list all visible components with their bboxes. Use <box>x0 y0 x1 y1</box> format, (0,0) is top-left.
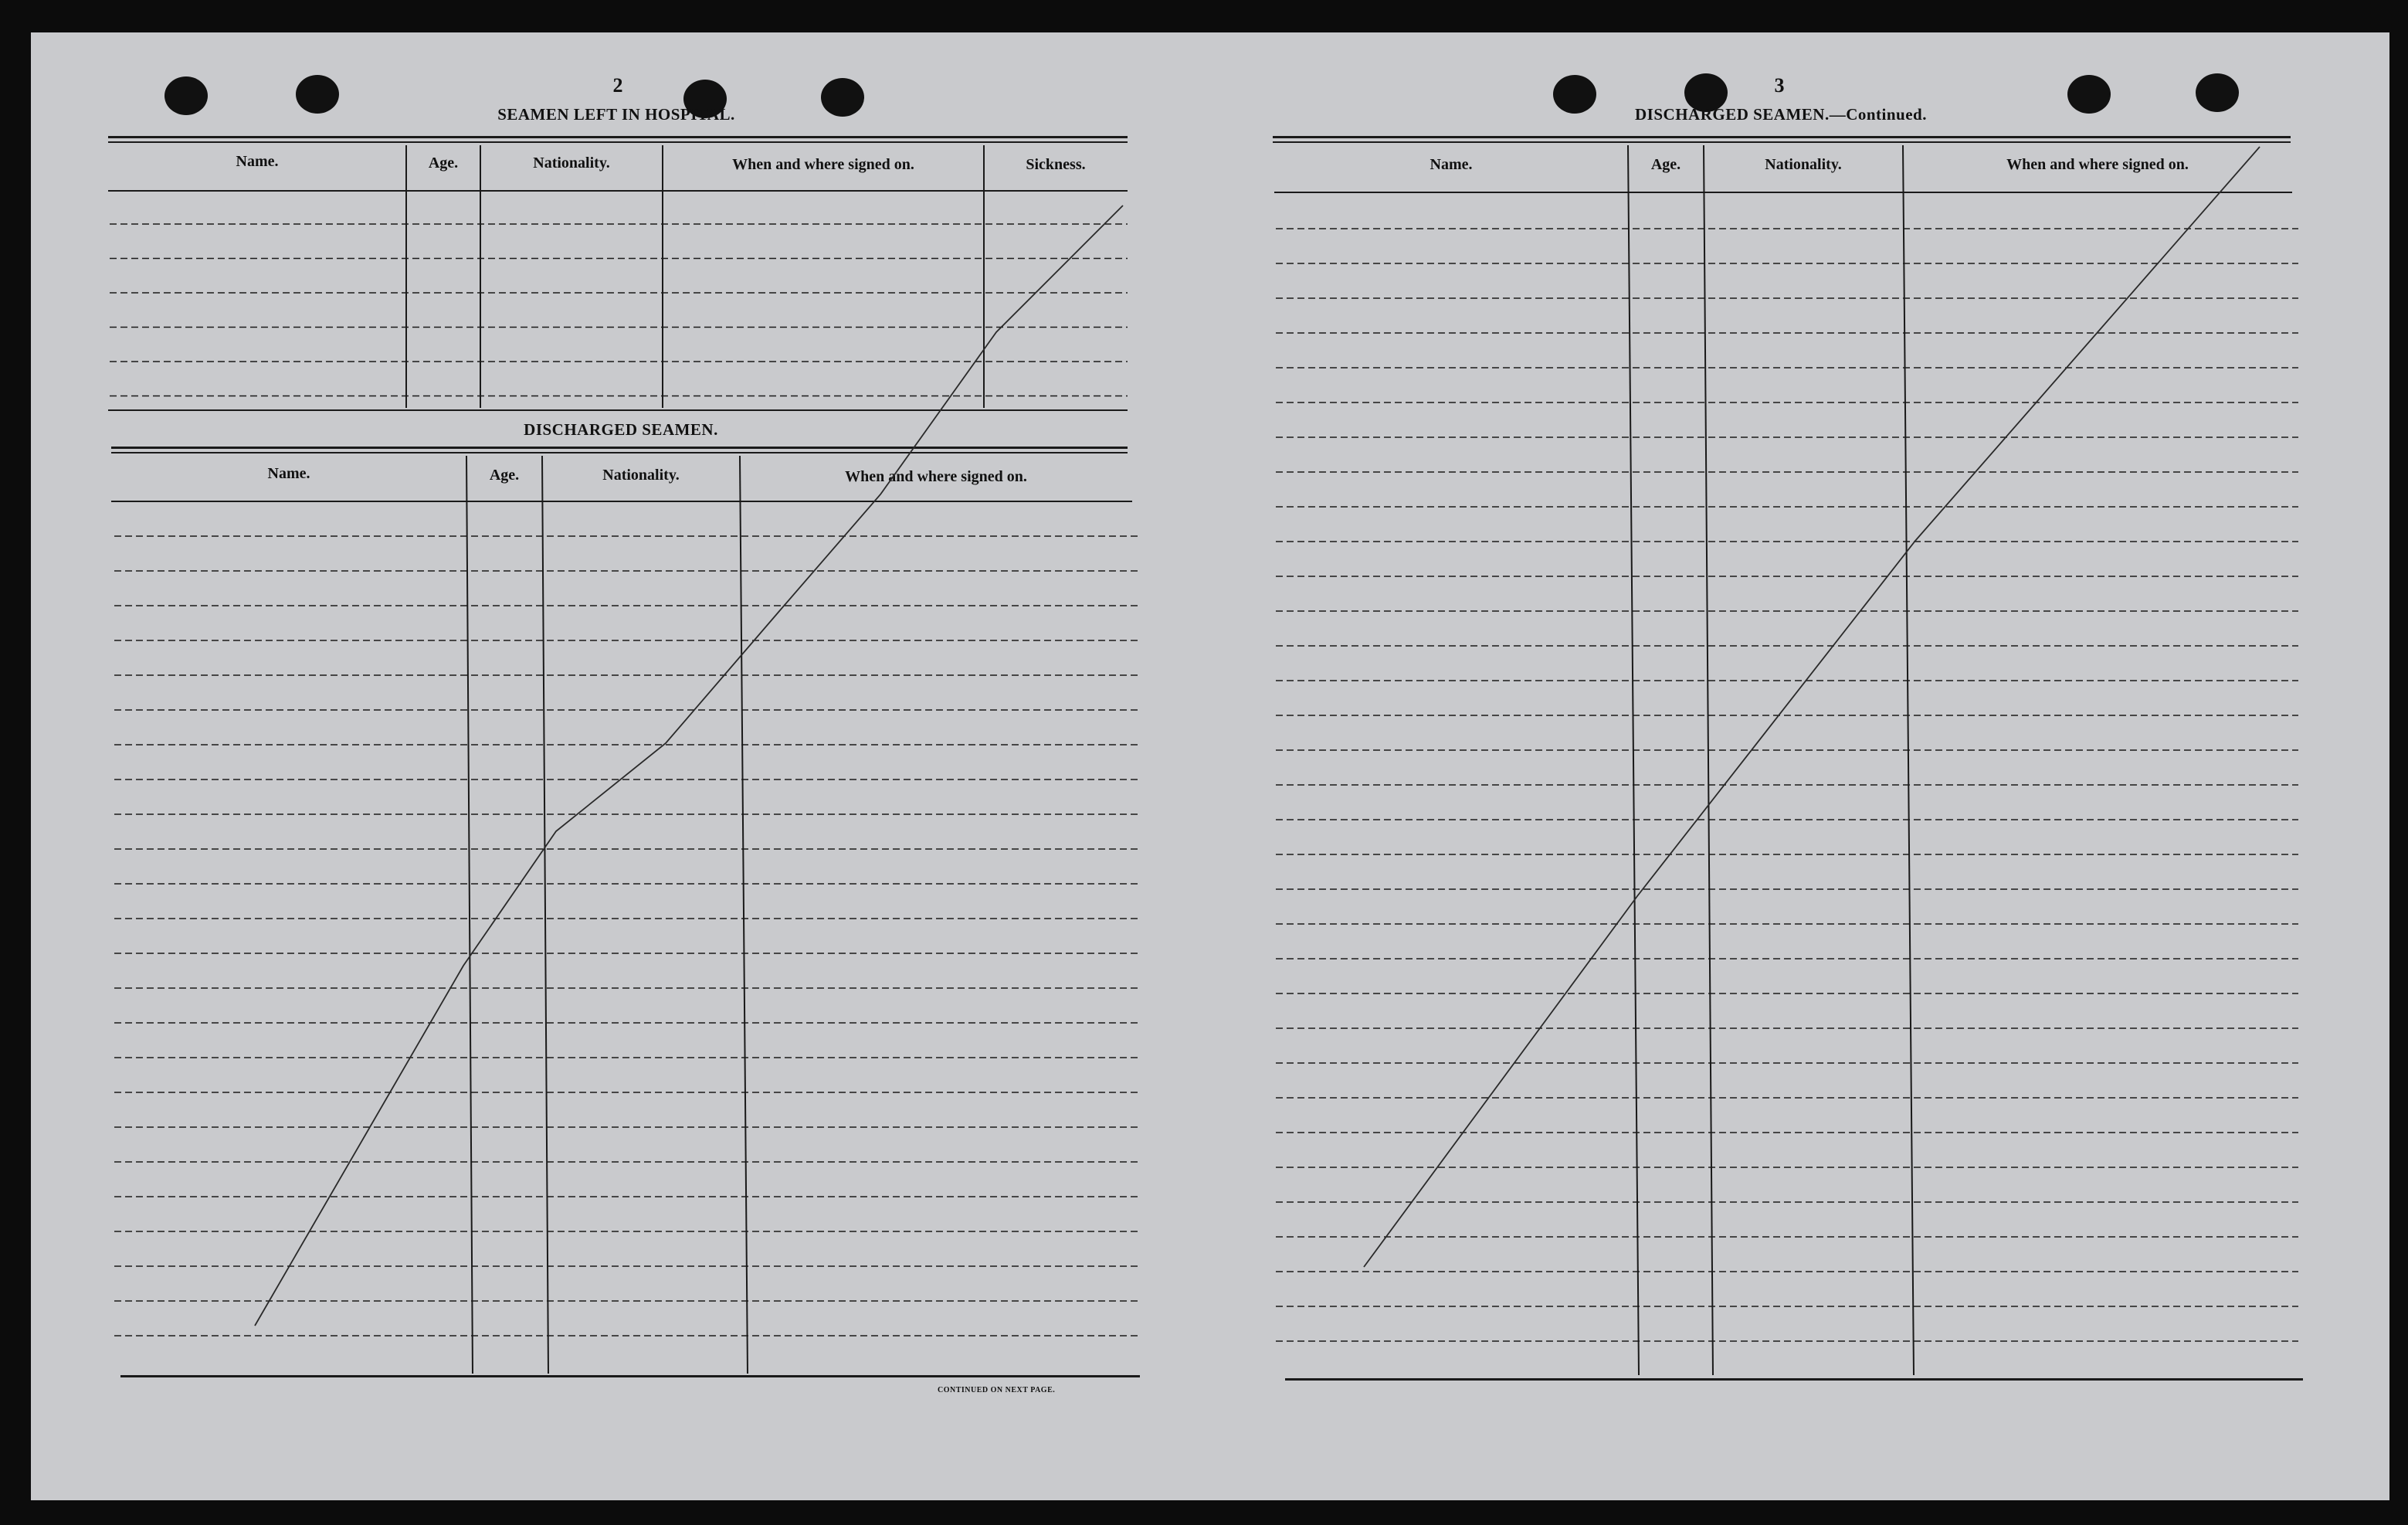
cancellation-stroke-left <box>255 205 1123 1326</box>
continued-note: CONTINUED ON NEXT PAGE. <box>938 1386 1056 1394</box>
column-separator <box>466 456 473 1374</box>
column-separator <box>740 456 748 1374</box>
hospital-col-nationality: Nationality. <box>533 155 610 172</box>
right-col-name: Name. <box>1430 156 1473 173</box>
page-number-right: 3 <box>1774 74 1785 97</box>
hospital-section-title: SEAMEN LEFT IN HOSPITAL. <box>497 105 735 124</box>
discharged-section-title: DISCHARGED SEAMEN. <box>524 420 718 439</box>
discharged-col-nationality: Nationality. <box>602 467 680 484</box>
column-separator <box>542 456 548 1374</box>
right-col-age: Age. <box>1650 156 1681 173</box>
hospital-col-age: Age. <box>428 155 459 172</box>
column-separator <box>1903 145 1914 1375</box>
hospital-col-signed-on: When and where signed on. <box>732 156 914 173</box>
hospital-col-sickness: Sickness. <box>1026 156 1086 173</box>
discharged-continued-title: DISCHARGED SEAMEN.—Continued. <box>1635 105 1927 124</box>
page-number-left: 2 <box>612 74 623 97</box>
column-separator <box>1628 145 1639 1375</box>
right-col-nationality: Nationality. <box>1765 156 1842 173</box>
discharged-col-age: Age. <box>489 467 520 484</box>
discharged-col-name: Name. <box>267 465 310 482</box>
right-col-signed-on: When and where signed on. <box>2006 156 2189 173</box>
column-separator <box>1704 145 1713 1375</box>
discharged-col-signed-on: When and where signed on. <box>845 468 1027 485</box>
hospital-col-name: Name. <box>236 153 279 170</box>
cancellation-stroke-right <box>1364 147 2260 1267</box>
